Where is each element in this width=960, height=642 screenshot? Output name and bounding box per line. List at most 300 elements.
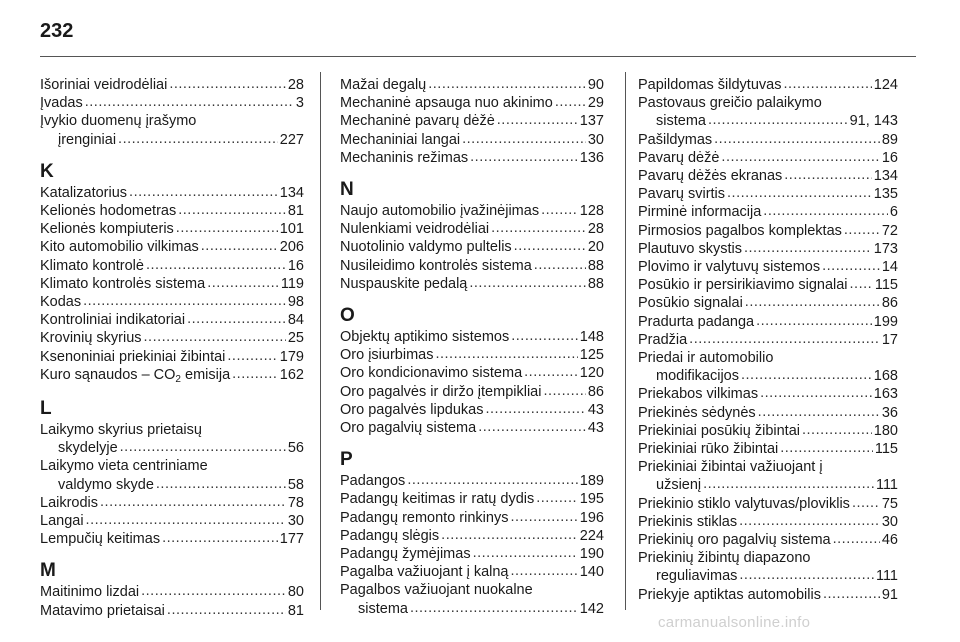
page-reference: 86: [881, 295, 898, 312]
index-term: [340, 419, 476, 437]
dot-leader: [156, 475, 286, 493]
index-entry: [340, 545, 604, 563]
index-term-text: Mechaninis režimas: [340, 149, 469, 166]
dot-leader: [201, 237, 278, 255]
index-term: [340, 94, 553, 112]
page-reference: 120: [579, 365, 604, 382]
page-reference: 89: [881, 131, 898, 148]
index-term-text: Pirmosios pagalbos komplektas: [638, 222, 842, 239]
dot-leader: [823, 585, 880, 603]
index-term: [638, 531, 831, 549]
index-term: [340, 346, 433, 364]
index-entry: [340, 401, 604, 419]
dot-leader: [739, 512, 880, 530]
index-term-text: Padangų slėgis: [340, 527, 440, 544]
dot-leader: [844, 221, 880, 239]
index-term: [340, 257, 532, 275]
index-entry: [340, 563, 604, 581]
page-reference: 137: [579, 113, 604, 130]
dot-leader: [207, 274, 279, 292]
page-reference: 30: [287, 513, 304, 530]
dot-leader: [541, 201, 578, 219]
index-term-text: Posūkio signalai: [638, 295, 743, 312]
index-entry: [638, 567, 898, 585]
index-term-text: Įvadas: [40, 95, 83, 112]
page-reference: 20: [587, 239, 604, 256]
page-reference: 86: [587, 383, 604, 400]
page-reference: 136: [579, 149, 604, 166]
dot-leader: [118, 130, 278, 148]
dot-leader: [187, 310, 286, 328]
page-reference: 6: [889, 204, 898, 221]
index-entry: [40, 112, 304, 130]
section-letter: L: [40, 398, 52, 420]
page-reference: 84: [287, 312, 304, 329]
index-entry: [340, 527, 604, 545]
dot-leader: [85, 93, 294, 111]
dot-leader: [780, 439, 873, 457]
index-term: [638, 495, 850, 513]
page-reference: 81: [287, 203, 304, 220]
dot-leader: [534, 256, 586, 274]
index-term: [340, 383, 541, 401]
section-letter: O: [340, 305, 355, 327]
dot-leader: [784, 166, 872, 184]
page-reference: 14: [881, 259, 898, 276]
index-entry: [638, 167, 898, 185]
index-term-text: skydelyje: [58, 440, 118, 457]
page-reference: 134: [873, 168, 898, 185]
index-term: [638, 404, 756, 422]
index-term-text: Naujo automobilio įvažinėjimas: [340, 203, 540, 220]
section-letter: N: [340, 179, 354, 201]
index-term-text: Pavarų dėžė: [638, 149, 720, 166]
index-term-text: Kelionės hodometras: [40, 203, 177, 220]
index-entry: [340, 490, 604, 508]
index-term-text: Oro pagalvės lipdukas: [340, 401, 484, 418]
index-term: [340, 238, 512, 256]
dot-leader: [485, 400, 585, 418]
index-term: [40, 220, 174, 238]
index-entry: [638, 385, 898, 403]
dot-leader: [760, 384, 872, 402]
dot-leader: [741, 366, 872, 384]
index-entry: [638, 185, 898, 203]
page-reference: 16: [287, 257, 304, 274]
dot-leader: [410, 599, 578, 617]
index-entry: [638, 240, 898, 258]
index-entry: [638, 258, 898, 276]
page-reference: 80: [287, 584, 304, 601]
section-letter: K: [40, 160, 54, 182]
index-term: [656, 476, 701, 494]
watermark: carmanualsonline.info: [658, 614, 811, 631]
index-entry: [638, 276, 898, 294]
page-reference: 177: [279, 531, 304, 548]
index-term-text: Priekiniai rūko žibintai: [638, 441, 779, 458]
page-reference: 36: [881, 404, 898, 421]
index-entry: [638, 513, 898, 531]
index-term-text: Kito automobilio vilkimas: [40, 239, 199, 256]
page-reference: 81: [287, 602, 304, 619]
index-entry: [340, 131, 604, 149]
index-term-text: Objektų aptikimo sistemos: [340, 329, 510, 346]
index-term-text: Priekinių žibintų diapazono: [638, 550, 811, 567]
page-reference: 189: [579, 473, 604, 490]
index-term-text: Mechaninė pavarų dėžė: [340, 113, 495, 130]
index-term: [638, 222, 842, 240]
index-term-text: Pastovaus greičio palaikymo: [638, 95, 822, 112]
page-reference: 227: [279, 131, 304, 148]
column-separator: [320, 72, 321, 610]
index-entry: [340, 346, 604, 364]
index-term-text: Priekiniai posūkių žibintai: [638, 422, 800, 439]
index-term-text: Priekabos vilkimas: [638, 386, 759, 403]
index-term: [638, 459, 823, 475]
index-term-text: Kelionės kompiuteris: [40, 221, 174, 238]
dot-leader: [555, 93, 586, 111]
page-reference: 88: [587, 257, 604, 274]
index-term: [340, 328, 509, 346]
page-reference: 56: [287, 440, 304, 457]
dot-leader: [524, 363, 578, 381]
index-term: [656, 567, 737, 585]
dot-leader: [703, 475, 874, 493]
index-term: [340, 527, 439, 545]
index-entry: [40, 220, 304, 238]
index-term: [638, 185, 725, 203]
index-term: [340, 112, 495, 130]
index-entry: [638, 94, 898, 112]
index-term-text: Priekinis stiklas: [638, 513, 738, 530]
index-entry: [340, 509, 604, 527]
index-entry: [638, 349, 898, 367]
index-entry: [638, 331, 898, 349]
dot-leader: [178, 201, 286, 219]
dot-leader: [470, 148, 578, 166]
index-entry: [638, 404, 898, 422]
index-entry: [40, 257, 304, 275]
dot-leader: [176, 219, 278, 237]
index-term-text: Klimato kontrolė: [40, 257, 144, 274]
page-reference: 142: [579, 600, 604, 617]
index-term-text: Pirminė informacija: [638, 204, 762, 221]
dot-leader: [739, 566, 874, 584]
index-entry: [638, 440, 898, 458]
page-reference: 162: [279, 366, 304, 383]
index-term: [40, 530, 160, 548]
page-reference: 28: [287, 77, 304, 93]
dot-leader: [232, 365, 278, 383]
section-letter: P: [340, 449, 353, 471]
index-entry: [40, 602, 304, 620]
column-separator: [625, 72, 626, 610]
page-reference: 206: [279, 239, 304, 256]
page-reference: 163: [873, 386, 898, 403]
dot-leader: [167, 601, 286, 619]
page-reference: 140: [579, 564, 604, 581]
index-term: [638, 550, 811, 566]
page-reference: 30: [587, 131, 604, 148]
page-reference: 196: [579, 509, 604, 526]
index-entry: [40, 348, 304, 366]
index-entry: [40, 202, 304, 220]
dot-leader: [129, 183, 278, 201]
index-term-text: Pradurta padanga: [638, 313, 755, 330]
dot-leader: [441, 526, 578, 544]
index-term-text: Plautuvo skystis: [638, 240, 742, 257]
dot-leader: [756, 312, 872, 330]
index-entry: [638, 476, 898, 494]
dot-leader: [727, 184, 872, 202]
page-reference: 98: [287, 294, 304, 311]
index-entry: [340, 472, 604, 490]
index-term: [58, 476, 154, 494]
index-term: [340, 563, 508, 581]
page-reference: 180: [873, 422, 898, 439]
index-entry: [340, 76, 604, 94]
index-term: [40, 329, 142, 347]
index-term-text: Padangos: [340, 473, 406, 490]
index-term-text: Įvykio duomenų įrašymo: [40, 113, 197, 130]
index-term-text: emisija: [180, 366, 231, 383]
index-entry: [340, 383, 604, 401]
index-entry: [340, 220, 604, 238]
index-term-text: Krovinių skyrius: [40, 330, 142, 347]
dot-leader: [783, 75, 871, 93]
index-term: [638, 131, 712, 149]
index-term: [40, 366, 230, 386]
dot-leader: [822, 257, 880, 275]
index-term: [340, 202, 539, 220]
index-entry: [638, 131, 898, 149]
index-term-text: Mažai degalų: [340, 77, 427, 93]
index-term: [638, 76, 781, 94]
page-reference: 43: [587, 401, 604, 418]
index-term-text: Laikrodis: [40, 494, 99, 511]
index-entry: [340, 238, 604, 256]
index-entry: [40, 494, 304, 512]
index-term-text: Priedai ir automobilio: [638, 350, 774, 367]
dot-leader: [802, 421, 872, 439]
index-entry: [638, 313, 898, 331]
index-entry: [638, 76, 898, 94]
index-term: [340, 582, 533, 598]
index-term: [638, 258, 820, 276]
index-term: [40, 348, 225, 366]
dot-leader: [144, 328, 286, 346]
index-entry: [40, 184, 304, 202]
index-entry: [340, 364, 604, 382]
index-term-text: sistema: [656, 113, 706, 130]
index-term: [656, 112, 706, 130]
index-term-text: Išoriniai veidrodėliai: [40, 77, 168, 93]
index-entry: [340, 600, 604, 618]
index-entry: [40, 421, 304, 439]
dot-leader: [162, 529, 278, 547]
index-entry: [40, 131, 304, 149]
index-term-text: reguliavimas: [656, 568, 738, 585]
index-term: [40, 458, 208, 474]
index-entry: [340, 112, 604, 130]
page-reference: 90: [587, 77, 604, 93]
index-term-text: Kodas: [40, 294, 82, 311]
index-entry: [638, 203, 898, 221]
index-term-text: Priekiniai žibintai važiuojant į: [638, 459, 823, 476]
index-column-3: [638, 76, 898, 604]
index-term: [638, 385, 758, 403]
page-reference: 30: [881, 513, 898, 530]
section-letter: M: [40, 560, 56, 582]
index-entry: [638, 531, 898, 549]
index-entry: [638, 495, 898, 513]
index-term: [40, 494, 98, 512]
dot-leader: [721, 148, 879, 166]
page-reference: 29: [587, 95, 604, 112]
index-entry: [40, 476, 304, 494]
index-term: [638, 167, 782, 185]
index-term-text: Padangų žymėjimas: [340, 546, 471, 563]
index-entry: [40, 457, 304, 475]
page-reference: 134: [279, 184, 304, 201]
index-term: [40, 257, 144, 275]
header-rule: [40, 56, 916, 57]
page-reference: 16: [881, 149, 898, 166]
index-term: [40, 275, 205, 293]
index-term: [638, 294, 743, 312]
index-term-text: Laikymo vieta centriniame: [40, 458, 208, 475]
index-term: [638, 440, 778, 458]
index-entry: [638, 549, 898, 567]
index-term: [638, 95, 822, 111]
index-entry: [40, 238, 304, 256]
index-term-text: Matavimo prietaisai: [40, 602, 165, 619]
page-reference: 3: [295, 95, 304, 112]
index-term-text: Kontroliniai indikatoriai: [40, 312, 186, 329]
index-entry: [40, 311, 304, 329]
dot-leader: [510, 508, 577, 526]
dot-leader: [86, 511, 286, 529]
page-reference: 224: [579, 527, 604, 544]
index-entry: [340, 328, 604, 346]
index-term-text: Langai: [40, 513, 84, 530]
index-term: [358, 600, 408, 618]
index-term: [40, 293, 81, 311]
dot-leader: [708, 111, 848, 129]
index-term: [638, 331, 687, 349]
page-reference: 17: [881, 331, 898, 348]
index-term: [40, 94, 83, 112]
index-term: [40, 602, 165, 620]
index-term: [638, 149, 719, 167]
index-entry: [40, 329, 304, 347]
index-entry: [638, 149, 898, 167]
page-reference: 190: [579, 546, 604, 563]
page-reference: 173: [873, 240, 898, 257]
dot-leader: [758, 403, 880, 421]
dot-leader: [141, 582, 286, 600]
page-reference: 199: [873, 313, 898, 330]
index-term-text: Oro pagalvės ir diržo įtempikliai: [340, 383, 542, 400]
subscript: 2: [175, 373, 181, 385]
index-term: [58, 131, 116, 149]
index-term-text: Padangų remonto rinkinys: [340, 509, 509, 526]
index-term-text: Pavarų dėžės ekranas: [638, 168, 783, 185]
index-term: [340, 472, 405, 490]
index-entry: [40, 76, 304, 94]
index-term: [40, 238, 199, 256]
index-term: [638, 313, 754, 331]
index-term-text: Posūkio ir persirikiavimo signalai: [638, 277, 848, 294]
index-entry: [40, 293, 304, 311]
index-term-text: Oro įsiurbimas: [340, 347, 434, 364]
page-reference: 75: [881, 495, 898, 512]
index-term-text: Nulenkiami veidrodėliai: [340, 221, 490, 238]
index-column-2: [340, 76, 604, 618]
index-term: [40, 202, 176, 220]
index-entry: [340, 275, 604, 293]
index-term: [340, 509, 508, 527]
index-term-text: Laikymo skyrius prietaisų: [40, 422, 202, 439]
index-term-text: Pavarų svirtis: [638, 186, 726, 203]
dot-leader: [146, 256, 286, 274]
page-reference: 101: [279, 221, 304, 238]
index-term: [340, 131, 460, 149]
index-term-text: Oro pagalvių sistema: [340, 420, 477, 437]
dot-leader: [428, 75, 586, 93]
index-column-1: [40, 76, 304, 620]
index-term: [638, 586, 821, 604]
index-term: [40, 76, 167, 94]
dot-leader: [169, 75, 286, 93]
index-term: [638, 513, 737, 531]
index-term-text: Katalizatorius: [40, 184, 128, 201]
index-entry: [638, 222, 898, 240]
index-entry: [340, 257, 604, 275]
index-term-text: Lempučių keitimas: [40, 531, 161, 548]
page-reference: 119: [280, 275, 304, 292]
index-term-text: Nuspauskite pedalą: [340, 275, 468, 292]
dot-leader: [850, 275, 873, 293]
index-term-text: Priekinio stiklo valytuvas/ploviklis: [638, 495, 850, 512]
dot-leader: [763, 202, 888, 220]
index-entry: [638, 422, 898, 440]
dot-leader: [478, 418, 586, 436]
page-reference: 91: [881, 586, 898, 603]
dot-leader: [536, 489, 578, 507]
index-entry: [40, 530, 304, 548]
index-term: [40, 113, 196, 129]
dot-leader: [83, 292, 286, 310]
index-entry: [340, 202, 604, 220]
dot-leader: [227, 347, 277, 365]
index-entry: [340, 149, 604, 167]
page-reference: 58: [287, 476, 304, 493]
index-entry: [638, 112, 898, 130]
index-entry: [40, 512, 304, 530]
index-term-text: užsienį: [656, 477, 702, 494]
index-term: [340, 490, 534, 508]
index-term: [40, 184, 127, 202]
index-term: [340, 76, 426, 94]
index-term-text: Ksenoniniai priekiniai žibintai: [40, 348, 226, 365]
index-entry: [40, 275, 304, 293]
index-term: [340, 401, 483, 419]
dot-leader: [120, 438, 286, 456]
index-term-text: Priekyje aptiktas automobilis: [638, 586, 821, 603]
index-term: [638, 240, 742, 258]
page-reference: 72: [881, 222, 898, 239]
